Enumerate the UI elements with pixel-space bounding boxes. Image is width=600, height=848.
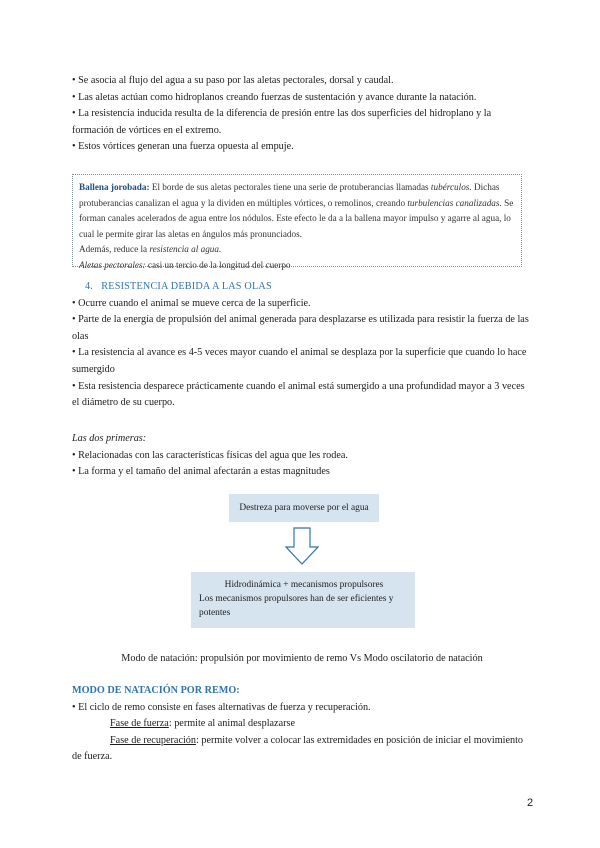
callout-text: Se forman canales acelerados de agua entre los nódulos. Este efecto le da a la ballena mayor impulso y agarre al agua, lo cual le permite girar las aletas en ángulos más pronunciados. [79, 197, 514, 239]
phase-label: Fase de recuperación [110, 734, 196, 746]
two-first-heading: Las dos primeras: [72, 433, 147, 444]
phase-text: : permite al animal desplazarse [168, 718, 295, 730]
callout-text: El borde de sus aletas pectorales tiene una serie de protuberancias llamadas [149, 182, 431, 192]
remo-section [72, 683, 532, 766]
section4-bullet: • Esta resistencia desparece prácticamente cuando el animal está sumergido a una profundidad mayor a 3 veces el diámetro de su cuerpo. [72, 380, 525, 409]
callout-emphasis: resistencia al agua. [149, 244, 222, 255]
down-arrow-icon [285, 527, 319, 565]
callout-text: Dichas protuberancias canalizan el agua y la dividen en múltiples vórtices, o remolinos, creando [79, 182, 500, 208]
diagram-bottom-box [191, 572, 415, 628]
phase-label: Fase de fuerza [110, 718, 169, 730]
two-first-bullet: • Relacionadas con las características físicas del agua que les rodea. [72, 449, 348, 461]
section4-bullet: • La resistencia al avance es 4-5 veces mayor cuando el animal se desplaza por la superficie que cuando lo hace sumergido [72, 347, 527, 375]
callout-text: Además, reduce la [79, 244, 150, 255]
section-heading [85, 279, 532, 296]
intro-bullet-list [72, 73, 532, 156]
callout-emphasis: tubérculos. [430, 182, 472, 192]
section-4 [72, 279, 532, 412]
section4-bullet: • Parte de la energía de propulsión del animal generada para desplazarse es utilizada para resistir la fuerza de las olas [72, 314, 529, 342]
diagram-top-box: Destreza para moverse por el agua [229, 494, 379, 522]
section-title: RESISTENCIA DEBIDA A LAS OLAS [101, 281, 272, 292]
two-first-section [72, 431, 532, 481]
phase-text: : permite volver a colocar las extremidades en posición de iniciar el movimiento de fuerza. [72, 734, 524, 763]
humpback-whale-callout [72, 174, 522, 270]
callout-line [79, 242, 515, 258]
swimming-mode-line: Modo de natación: propulsión por movimiento de remo Vs Modo oscilatorio de natación [121, 653, 483, 664]
intro-bullet: • Estos vórtices generan una fuerza opuesta al empuje. [72, 141, 294, 153]
callout-emphasis: Aletas pectorales: [79, 259, 146, 270]
remo-title: MODO DE NATACIÓN POR REMO: [72, 685, 240, 696]
intro-bullet: • La resistencia inducida resulta de la diferencia de presión entre las dos superficies del hidroplano y la formación de vórtices en el extremo. [72, 108, 492, 136]
callout-term: Ballena jorobada: [79, 182, 150, 192]
page-number: 2 [527, 797, 534, 809]
remo-intro: • El ciclo de remo consiste en fases alternativas de fuerza y recuperación. [72, 701, 371, 713]
remo-phase-force [72, 716, 532, 733]
intro-bullet: • Se asocia al flujo del agua a su paso por las aletas pectorales, dorsal y caudal. [72, 75, 394, 86]
callout-paragraph [79, 180, 515, 242]
two-first-bullet: • La forma y el tamaño del animal afectarán a estas magnitudes [72, 466, 330, 478]
remo-phase-recovery [72, 733, 532, 766]
section-number: 4. [85, 281, 94, 292]
diagram-bottom-text: Los mecanismos propulsores han de ser eficientes y potentes [199, 594, 394, 618]
section4-bullet: • Ocurre cuando el animal se mueve cerca de la superficie. [72, 297, 311, 309]
intro-bullet: • Las aletas actúan como hidroplanos creando fuerzas de sustentación y avance durante la natación. [72, 91, 477, 103]
callout-emphasis: turbulencias canalizadas. [407, 197, 502, 208]
diagram-bottom-title: Hidrodinámica + mecanismos propulsores [224, 580, 384, 590]
callout-text: casi un tercio de la longitud del cuerpo [145, 259, 291, 270]
callout-line [79, 258, 515, 274]
